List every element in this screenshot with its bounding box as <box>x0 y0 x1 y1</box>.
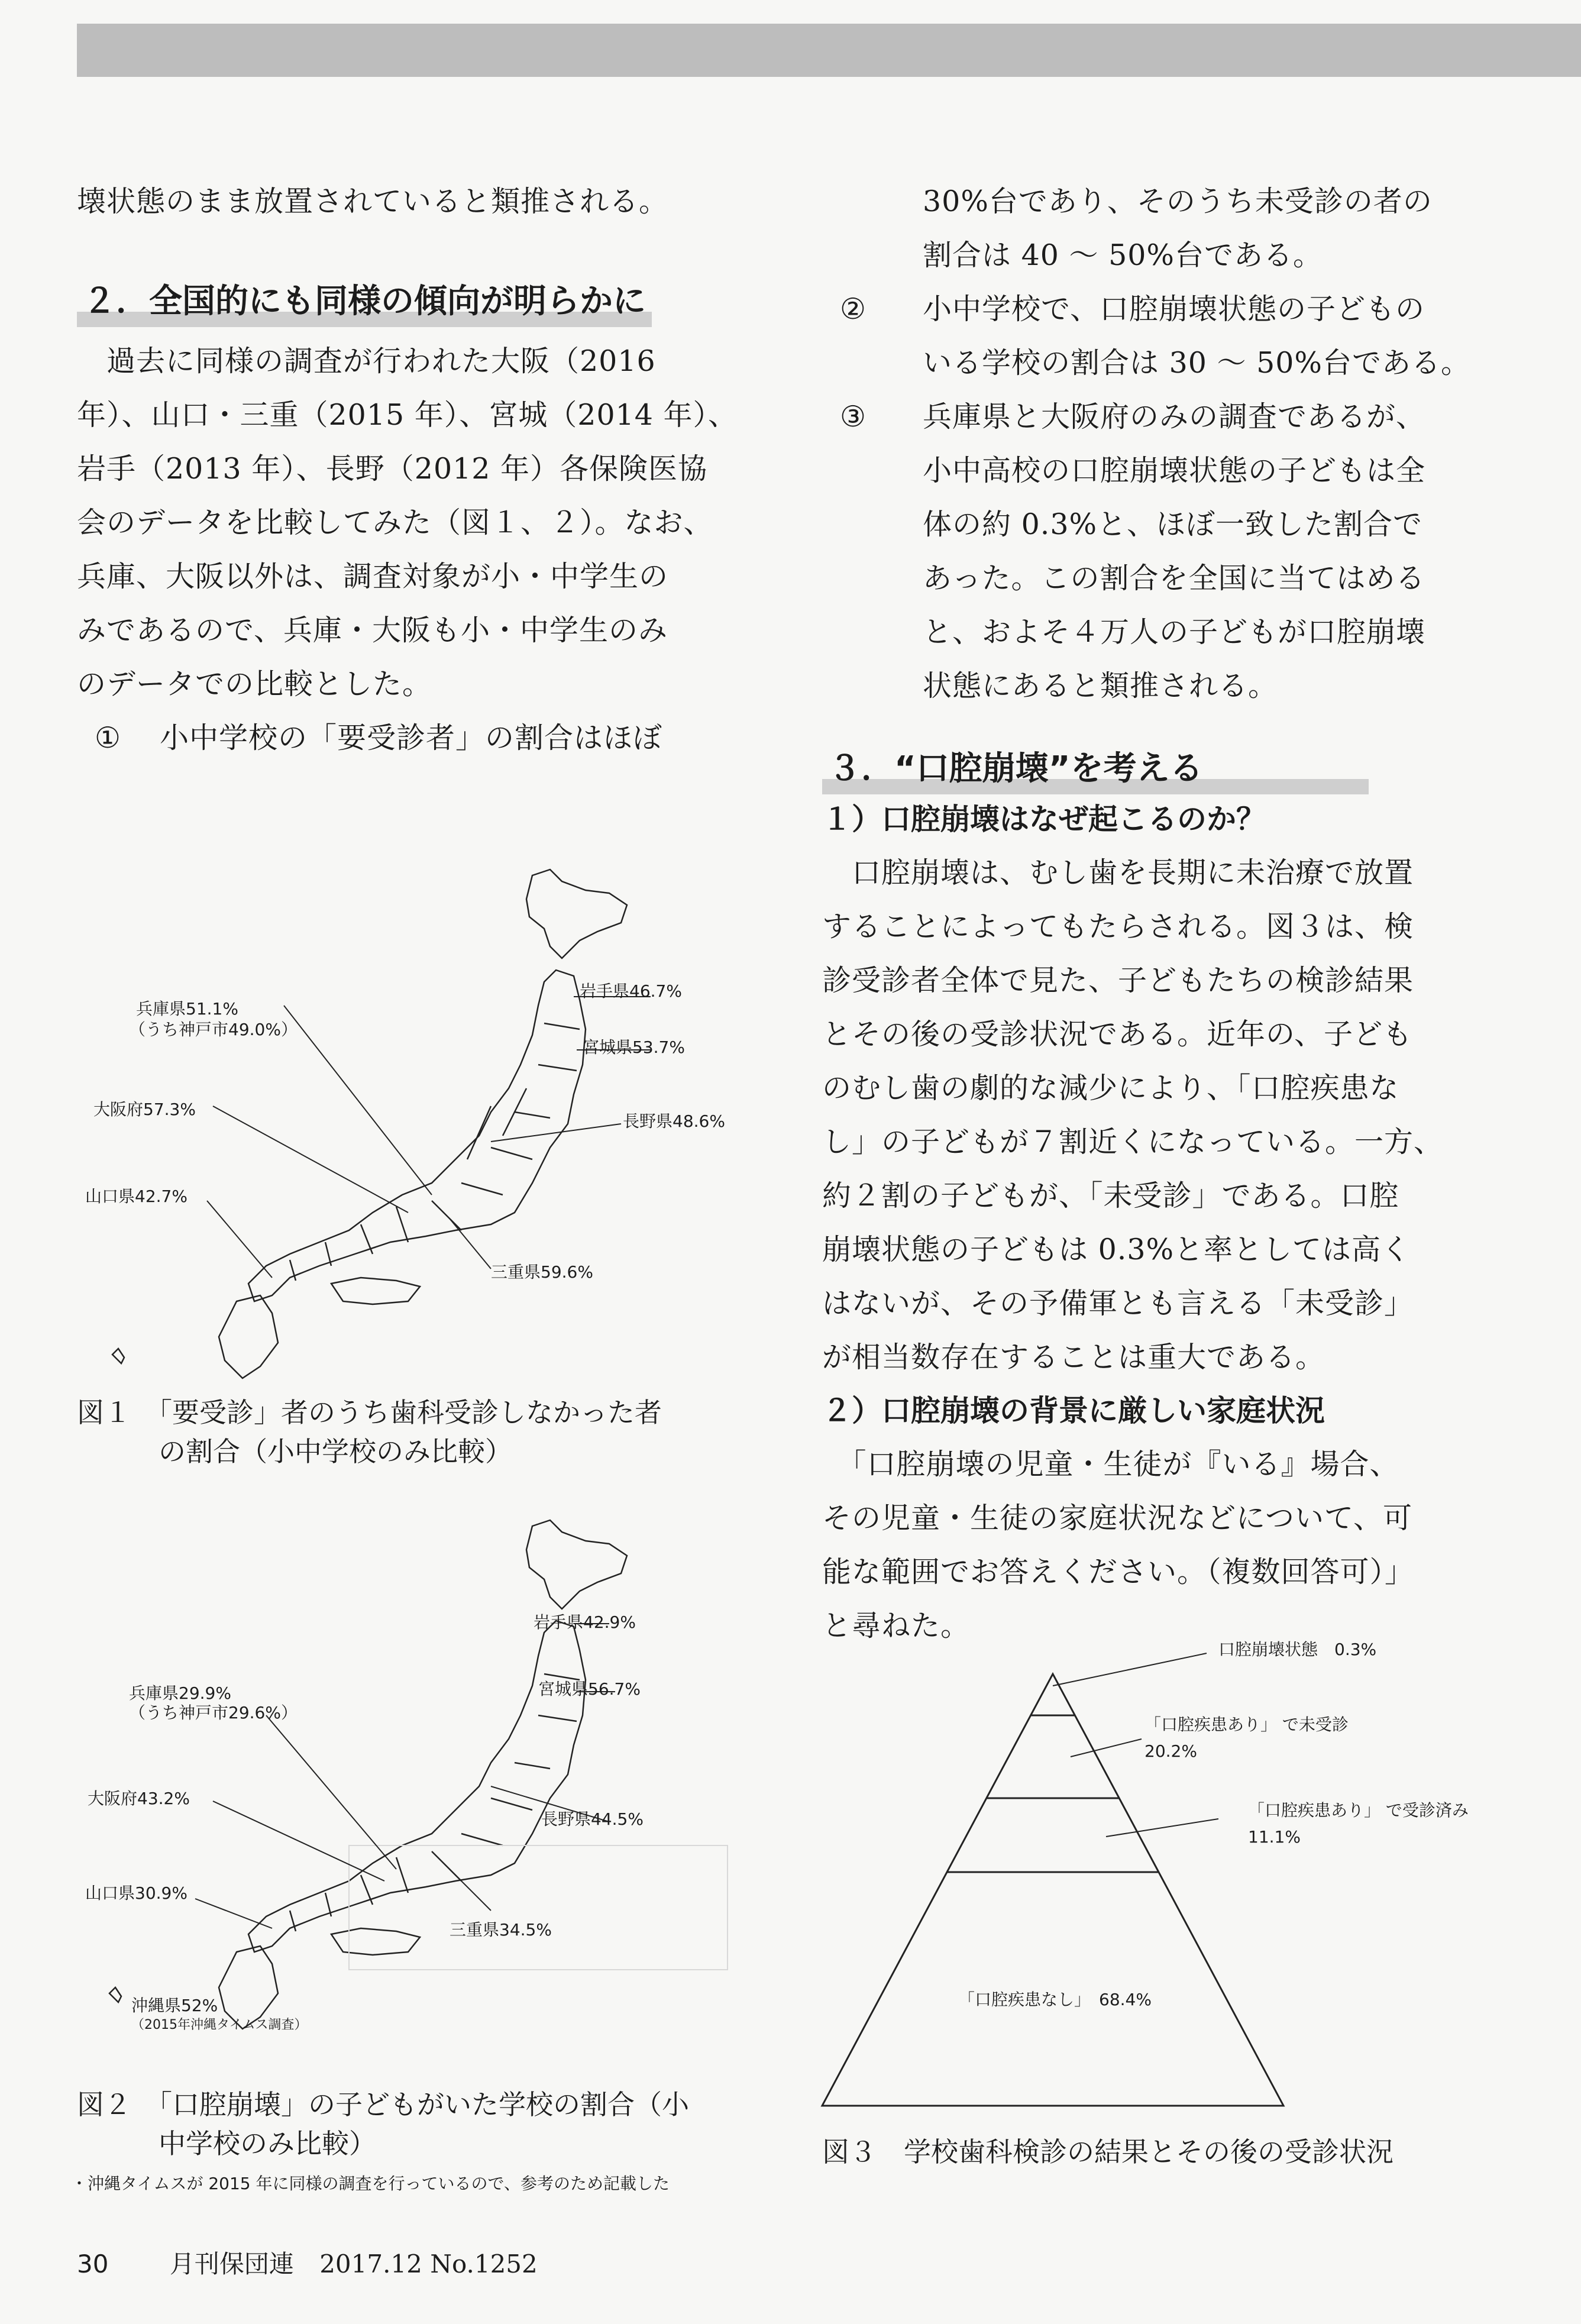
label-osaka: 大阪府43.2% <box>88 1789 190 1808</box>
section3-body <box>822 793 1520 1653</box>
magazine-name: 月刊保団連 <box>169 2249 294 2278</box>
faint-table <box>349 1845 728 1970</box>
figure1-map <box>77 828 745 1396</box>
label-yamaguchi: 山口県30.9% <box>85 1883 187 1903</box>
leader-yamaguchi <box>207 1201 272 1278</box>
label-osaka: 大阪府57.3% <box>93 1100 196 1119</box>
label-yamaguchi: 山口県42.7% <box>85 1187 187 1206</box>
pyramid-outline <box>822 1674 1283 2106</box>
shikoku-shape <box>331 1928 420 1955</box>
label-iwate: 岩手県46.7% <box>580 981 682 1001</box>
honshu-shape <box>248 1621 586 1952</box>
figure3-caption: 図３ 学校歯科検診の結果とその後の受診状況 <box>822 2136 1394 2168</box>
list-item-2 <box>822 282 1520 390</box>
subsection2-title: ２）口腔崩壊の背景に厳しい家庭状況 <box>822 1394 1325 1428</box>
label-mie: 三重県59.6% <box>491 1262 593 1282</box>
item-number: ① <box>95 721 121 755</box>
text-line: みであるので、兵庫・大阪も小・中学生のみ <box>77 613 668 647</box>
okinawa-shape <box>112 1349 124 1363</box>
tier-1-label <box>1218 1640 1376 1659</box>
label-kobe: （うち神戸市29.6%） <box>129 1703 298 1722</box>
text-line: 約２割の子どもが、「未受診」である。口腔 <box>822 1179 1399 1213</box>
leader-osaka <box>213 1106 408 1213</box>
text-line: のむし歯の劇的な減少により、「口腔疾患な <box>822 1071 1399 1105</box>
tier-3-value: 11.1% <box>1248 1827 1301 1847</box>
tier-value: 0.3% <box>1334 1640 1377 1659</box>
section2-title: ２．全国的にも同様の傾向が明らかに <box>83 282 646 321</box>
tier-value: 68.4% <box>1099 1990 1152 2009</box>
item-text: 兵庫県と大阪府のみの調査であるが、 <box>923 400 1426 434</box>
hokkaido-shape <box>526 870 627 958</box>
issue-number: 2017.12 No.1252 <box>319 2249 538 2278</box>
item-text: 状態にあると類推される。 <box>923 669 1278 703</box>
left-column <box>77 174 739 228</box>
lead-line: 壊状態のまま放置されていると類推される。 <box>77 185 669 218</box>
leader-tier-1 <box>1053 1653 1207 1686</box>
item-text: 小中高校の口腔崩壊状態の子どもは全 <box>923 454 1426 487</box>
tier-label: 口腔崩壊状態 <box>1218 1640 1318 1659</box>
label-okinawa-note: （2015年沖縄タイムス調査） <box>131 2018 308 2032</box>
text-line: のデータでの比較とした。 <box>77 667 432 701</box>
item-text: と、およそ４万人の子どもが口腔崩壊 <box>923 615 1426 649</box>
text-line: 割合は 40 ～ 50%台である。 <box>923 238 1323 272</box>
header-bar <box>77 24 1581 77</box>
shikoku-shape <box>331 1278 420 1304</box>
leader-osaka <box>213 1801 384 1881</box>
caption-line: の割合（小中学校のみ比較） <box>77 1436 512 1468</box>
leader-yamaguchi <box>195 1899 272 1928</box>
figure2-note: ・沖縄タイムスが 2015 年に同様の調査を行っているので、参考のため記載した <box>71 2174 670 2193</box>
label-hyogo: 兵庫県29.9% <box>129 1683 231 1703</box>
item-text: 小中学校の「要受診者」の割合はほぼ <box>160 721 663 755</box>
label-nagano: 長野県44.5% <box>541 1809 644 1829</box>
right-column-top <box>822 174 1520 713</box>
text-line: とその後の受診状況である。近年の、子ども <box>822 1017 1413 1051</box>
text-line: 過去に同様の調査が行われた大阪（2016 <box>77 344 656 378</box>
text-line: はないが、その予備軍とも言える「未受診」 <box>822 1287 1414 1320</box>
text-line: することによってもたらされる。図３は、検 <box>822 910 1414 943</box>
section2-heading <box>83 275 646 322</box>
label-miyagi: 宮城県56.7% <box>538 1679 641 1699</box>
okinawa-shape <box>109 1987 121 2002</box>
item-text: いる学校の割合は 30 ～ 50%台である。 <box>923 346 1470 380</box>
section2-body <box>77 334 739 765</box>
text-line: が相当数存在することは重大である。 <box>822 1340 1325 1374</box>
text-line: その児童・生徒の家庭状況などについて、可 <box>822 1501 1413 1535</box>
kyushu-shape <box>219 1295 278 1378</box>
label-miyagi: 宮城県53.7% <box>583 1037 685 1057</box>
text-line: 能な範囲でお答えください。（複数回答可）」 <box>822 1555 1415 1589</box>
figure2-map <box>77 1491 745 2082</box>
leader-hyogo <box>266 1715 396 1869</box>
text-line: 診受診者全体で見た、子どもたちの検診結果 <box>822 964 1414 997</box>
prefecture-borders <box>290 1674 580 1931</box>
label-hyogo: 兵庫県51.1% <box>136 999 238 1019</box>
label-mie: 三重県34.5% <box>450 1920 552 1940</box>
item-text: あった。この割合を全国に当てはめる <box>923 561 1425 595</box>
list-item-3 <box>822 390 1520 713</box>
figure3-pyramid <box>810 1621 1508 2129</box>
tier-3-label: 「口腔疾患あり」 で受診済み <box>1248 1801 1469 1820</box>
label-kobe: （うち神戸市49.0%） <box>129 1020 298 1039</box>
item-number: ③ <box>840 400 867 434</box>
text-line: 口腔崩壊は、むし歯を長期に未治療で放置 <box>822 856 1414 890</box>
text-line: 兵庫、大阪以外は、調査対象が小・中学生の <box>77 560 669 593</box>
figure2-caption <box>77 2085 689 2163</box>
leader-tier-2 <box>1071 1739 1142 1757</box>
text-line: 会のデータを比較してみた（図１、２）。なお、 <box>77 506 713 539</box>
label-nagano: 長野県48.6% <box>623 1111 725 1131</box>
hokkaido-shape <box>526 1520 627 1609</box>
tier-4-label <box>958 1990 1152 2009</box>
page-footer <box>77 2245 555 2280</box>
kyushu-shape <box>219 1946 278 2029</box>
label-okinawa: 沖縄県52% <box>131 1996 218 2015</box>
leader-tier-3 <box>1106 1819 1218 1837</box>
text-line: 崩壊状態の子どもは 0.3%と率としては高く <box>822 1233 1411 1266</box>
tier-label: 「口腔疾患なし」 <box>958 1990 1083 2009</box>
item-text: 体の約 0.3%と、ほぼ一致した割合で <box>923 508 1423 541</box>
caption-line: 図１ 「要受診」者のうち歯科受診しなかった者 <box>77 1397 662 1428</box>
subsection1-title: １）口腔崩壊はなぜ起こるのか？ <box>822 802 1266 836</box>
tier-2-label: 「口腔疾患あり」 で未受診 <box>1144 1715 1349 1734</box>
prefecture-borders <box>290 1023 580 1281</box>
item-number: ② <box>840 292 867 326</box>
text-line: 年）、山口・三重（2015 年）、宮城（2014 年）、 <box>77 398 738 432</box>
caption-line: 中学校のみ比較） <box>77 2128 376 2160</box>
text-line: 岩手（2013 年）、長野（2012 年）各保険医協 <box>77 452 708 486</box>
item-text: 小中学校で、口腔崩壊状態の子どもの <box>923 292 1425 326</box>
caption-line: 図２ 「口腔崩壊」の子どもがいた学校の割合（小 <box>77 2089 689 2121</box>
figure1-caption <box>77 1393 662 1471</box>
page-number: 30 <box>77 2249 109 2278</box>
text-line: し」の子どもが７割近くになっている。一方、 <box>822 1125 1444 1159</box>
tier-2-value: 20.2% <box>1144 1741 1197 1761</box>
text-line: 30%台であり、そのうち未受診の者の <box>923 185 1433 218</box>
leader-hyogo <box>284 1006 432 1195</box>
section3-heading <box>828 742 1203 790</box>
text-line: と尋ねた。 <box>822 1609 971 1643</box>
section3-title: ３．“口腔崩壊”を考える <box>828 749 1203 788</box>
text-line: 「口腔崩壊の児童・生徒が『いる』場合、 <box>822 1447 1399 1481</box>
label-iwate: 岩手県42.9% <box>534 1612 636 1632</box>
list-item-1 <box>77 711 739 765</box>
